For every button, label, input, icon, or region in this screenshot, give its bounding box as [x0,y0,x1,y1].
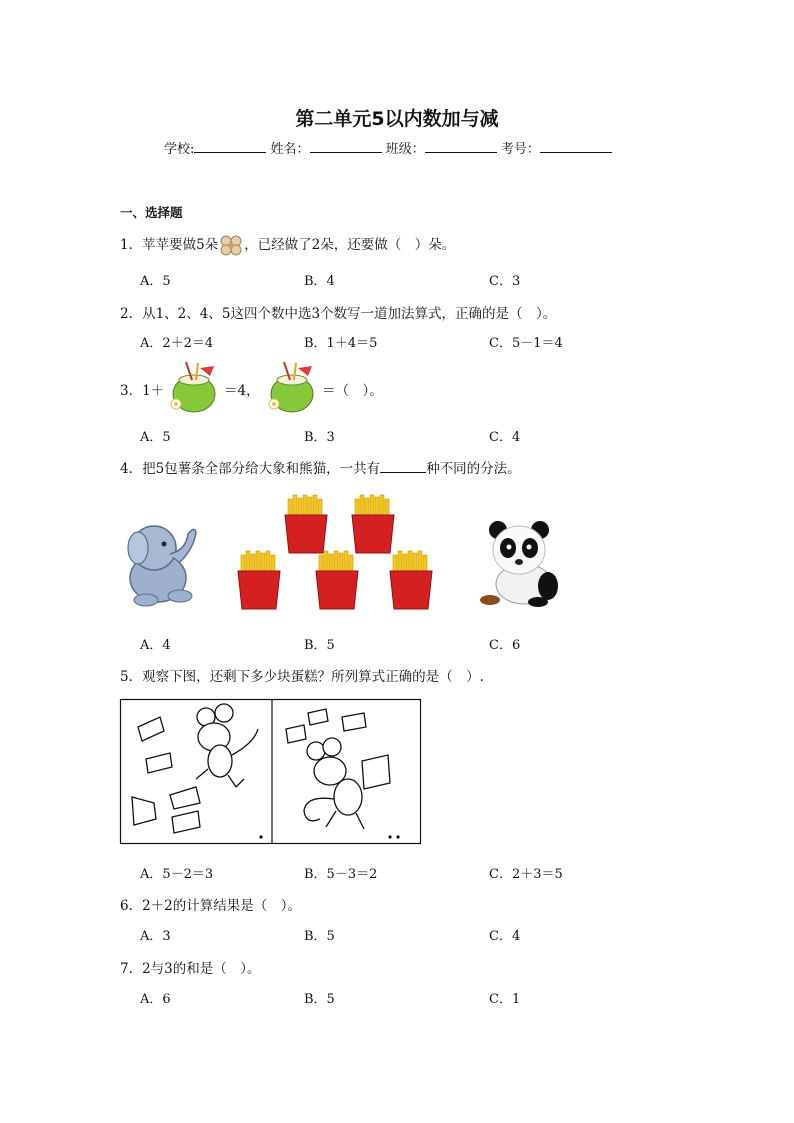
coconut-drink-icon [166,360,218,414]
paper-flower-icon [218,236,244,256]
question-7: 7．2与3的和是（ ）。 [120,961,261,977]
name-label: 姓名： [270,142,310,157]
exam-no-label: 考号： [500,142,540,157]
q2-option-a[interactable]: A．2＋2＝4 [140,336,214,351]
student-info-line [164,138,612,157]
q7-option-c[interactable]: C．1 [489,992,521,1007]
q1-option-c[interactable]: C．3 [489,274,521,289]
school-label: 学校: [164,142,195,157]
french-fries-icon [236,551,282,609]
question-2: 2．从1、2、4、5这四个数中选3个数写一道加法算式，正确的是（ ）。 [120,306,557,322]
q7-option-a[interactable]: A．6 [140,992,171,1007]
q4-option-a[interactable]: A．4 [140,638,171,653]
q1-option-a[interactable]: A．5 [140,274,171,289]
q6-option-a[interactable]: A．3 [140,929,171,944]
q6-option-c[interactable]: C．4 [489,929,521,944]
q3-option-b[interactable]: B．3 [304,430,335,445]
question-3-stem-b: ＝4， [224,383,260,399]
question-3-stem-a: 3．1＋ [120,383,165,399]
q5-option-c[interactable]: C．2＋3＝5 [489,867,563,882]
section-heading: 一、选择题 [120,205,183,220]
q7-option-b[interactable]: B．5 [304,992,335,1007]
answer-blank [380,458,426,473]
cheese-mouse-picture [120,699,422,845]
q1-option-b[interactable]: B．4 [304,274,335,289]
elephant-icon [124,514,200,608]
exam-no-blank [540,138,612,153]
panda-icon [478,520,564,608]
q6-option-b[interactable]: B．5 [304,929,335,944]
french-fries-icon [283,495,329,553]
question-1-stem-b: ，已经做了2朵，还要做（ ）朵。 [244,237,456,253]
q3-option-c[interactable]: C．4 [489,430,521,445]
school-blank [194,138,266,153]
q4-option-b[interactable]: B．5 [304,638,335,653]
class-blank [425,138,497,153]
question-1 [120,233,455,256]
q3-option-a[interactable]: A．5 [140,430,171,445]
question-3-stem-c: ＝（ ）。 [322,383,383,399]
question-4-stem-b: 种不同的分法。 [426,461,521,477]
class-label: 班级： [385,142,425,157]
question-1-stem-a: 1．苹苹要做5朵 [120,237,219,253]
coconut-drink-icon [264,360,316,414]
question-4 [120,457,521,477]
q4-option-c[interactable]: C．6 [489,638,521,653]
french-fries-icon [388,551,434,609]
name-blank [310,138,382,153]
q2-option-b[interactable]: B．1＋4＝5 [304,336,378,351]
french-fries-icon [350,495,396,553]
question-5: 5．观察下图，还剩下多少块蛋糕？所列算式正确的是（ ）. [120,669,484,685]
question-4-stem-a: 4．把5包薯条全部分给大象和熊猫，一共有 [120,461,381,477]
page-title: 第二单元5以内数加与减 [295,108,499,130]
q2-option-c[interactable]: C．5－1＝4 [489,336,563,351]
french-fries-icon [314,551,360,609]
q5-option-b[interactable]: B．5－3＝2 [304,867,378,882]
q5-option-a[interactable]: A．5－2＝3 [140,867,214,882]
question-6: 6．2＋2的计算结果是（ ）。 [120,898,302,914]
